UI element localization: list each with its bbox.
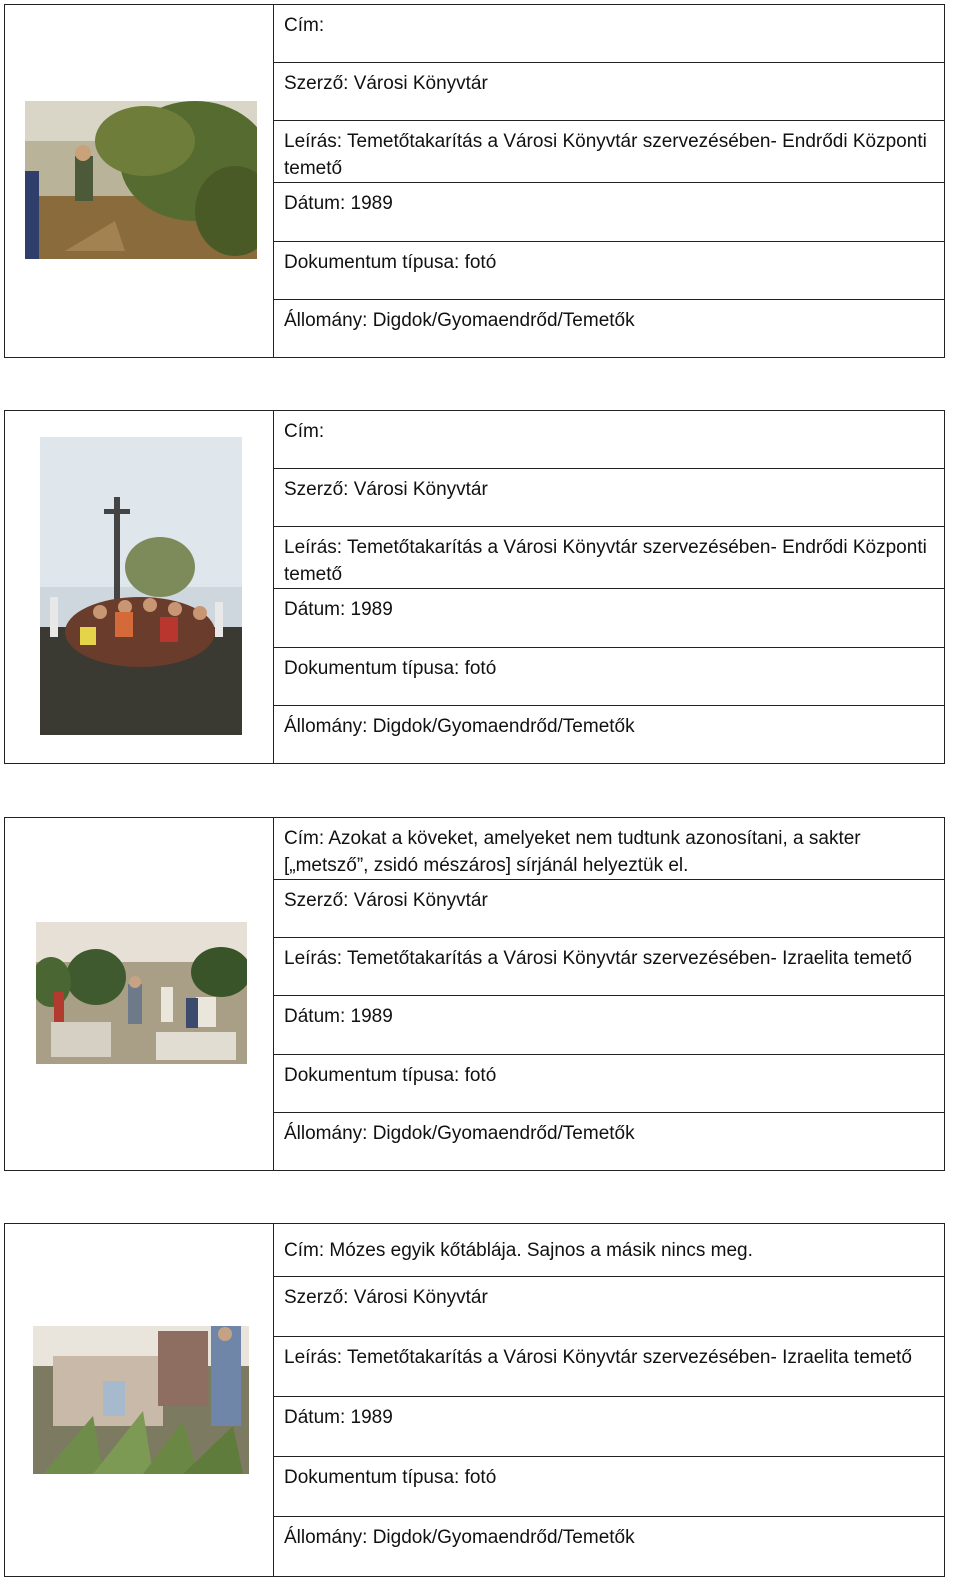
record-fields [274,411,944,763]
record-card [4,410,945,764]
group-at-cross-photo [40,437,242,735]
description-field: Leírás: Temetőtakarítás a Városi Könyvtár szervezésében- Izraelita temető [274,1337,944,1397]
photo-cell [5,5,274,357]
date-field: Dátum: 1989 [274,1397,944,1457]
author-field: Szerző: Városi Könyvtár [274,469,944,527]
title-field: Cím: [274,411,944,469]
record-card [4,4,945,358]
photo-cell [5,1224,274,1576]
collection-field: Állomány: Digdok/Gyomaendrőd/Temetők [284,1122,635,1144]
author-field: Szerző: Városi Könyvtár [274,1277,944,1337]
document-type-field: Dokumentum típusa: fotó [274,1457,944,1517]
document-type-field: Dokumentum típusa: fotó [274,242,944,300]
collection-field: Állomány: Digdok/Gyomaendrőd/Temetők [284,715,635,737]
date-field: Dátum: 1989 [274,996,944,1054]
photo-cell [5,411,274,763]
cemetery-cleanup-photo [25,101,257,259]
author-field: Szerző: Városi Könyvtár [274,63,944,121]
record-fields [274,818,944,1170]
stone-tablet-photo [33,1326,249,1474]
date-field: Dátum: 1989 [274,183,944,241]
record-card [4,1223,945,1577]
record-fields [274,5,944,357]
collection-field: Állomány: Digdok/Gyomaendrőd/Temetők [284,1527,635,1548]
document-type-field: Dokumentum típusa: fotó [274,1055,944,1113]
document-type-field: Dokumentum típusa: fotó [274,648,944,706]
description-field: Leírás: Temetőtakarítás a Városi Könyvtár szervezésében- Izraelita temető [274,938,944,996]
title-field: Cím: Azokat a köveket, amelyeket nem tudtunk azonosítani, a sakter [„metsző”, zsidó mészáros] sírjánál helyeztük el. [274,818,944,880]
description-field: Leírás: Temetőtakarítás a Városi Könyvtár szervezésében- Endrődi Központi temető [274,121,944,183]
record-card [4,817,945,1171]
title-field: Cím: Mózes egyik kőtáblája. Sajnos a másik nincs meg. [274,1224,944,1277]
record-fields [274,1224,944,1576]
description-field: Leírás: Temetőtakarítás a Városi Könyvtár szervezésében- Endrődi Központi temető [274,527,944,589]
title-field: Cím: [274,5,944,63]
collection-field: Állomány: Digdok/Gyomaendrőd/Temetők [284,309,635,331]
gravestones-photo [36,922,247,1064]
photo-cell [5,818,274,1170]
date-field: Dátum: 1989 [274,589,944,647]
author-field: Szerző: Városi Könyvtár [274,880,944,938]
